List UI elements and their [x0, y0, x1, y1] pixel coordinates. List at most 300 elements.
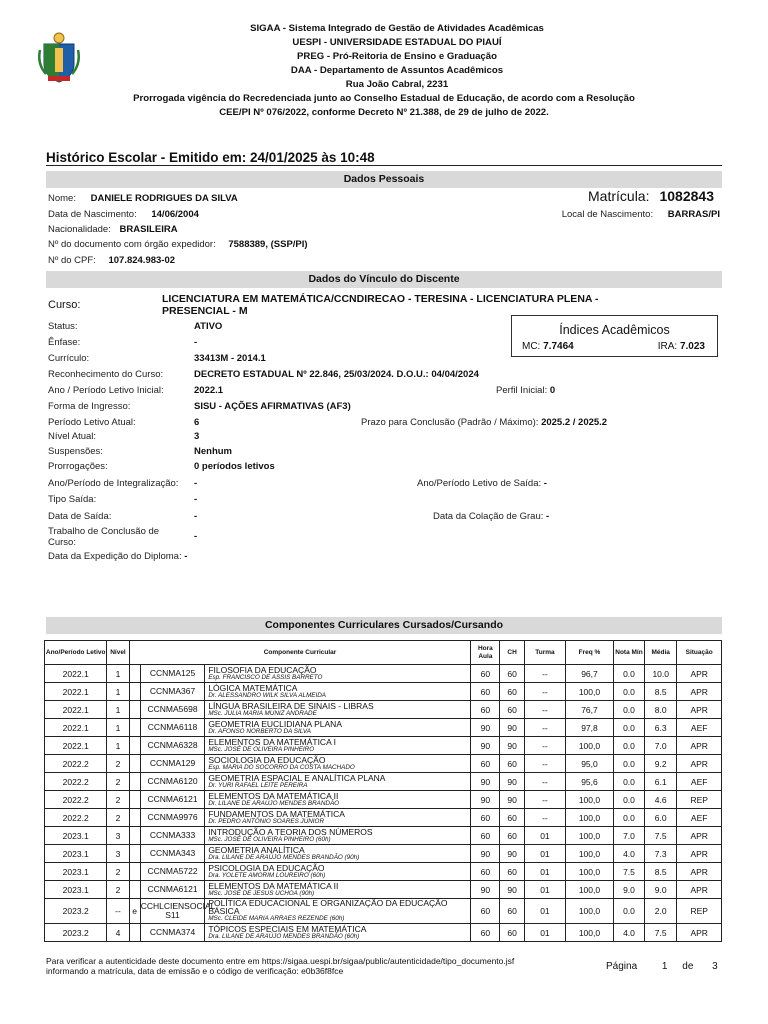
- component-name: ELEMENTOS DA MATEMÁTICA II: [208, 880, 339, 891]
- table-header-row: [45, 641, 722, 665]
- header-line: Rua João Cabral, 2231: [345, 79, 449, 90]
- cell-nota: 0.0: [613, 809, 644, 827]
- title-divider: [46, 165, 722, 166]
- cell-ano: 2023.2: [45, 924, 107, 942]
- cell-codigo: CCNMA6118: [140, 719, 205, 737]
- cell-hora: 60: [471, 863, 500, 881]
- cell-media: 9.0: [645, 881, 677, 899]
- cell-componente: [205, 845, 471, 863]
- cell-turma: 01: [524, 899, 565, 924]
- cell-ano: 2023.1: [45, 881, 107, 899]
- cell-ch: 90: [500, 719, 524, 737]
- cell-freq: 100,0: [566, 899, 614, 924]
- cell-componente: [205, 863, 471, 881]
- documento-label: Nº do documento com órgão expedidor:: [48, 239, 216, 250]
- tcc-label-line: Curso:: [48, 537, 76, 548]
- cell-turma: --: [524, 683, 565, 701]
- colacao-value: -: [546, 511, 550, 522]
- component-name: GEOMETRIA ANALÍTICA: [208, 844, 305, 855]
- enfase-label: Ênfase:: [48, 337, 81, 348]
- status-label: Status:: [48, 321, 78, 332]
- cell-hora: 60: [471, 827, 500, 845]
- professor-name: MSc. JOSÉ DE OLIVEIRA PINHEIRO: [208, 745, 315, 753]
- col-componente-header: Componente Curricular: [129, 641, 471, 665]
- cell-ano: 2022.1: [45, 683, 107, 701]
- integralizacao-value: -: [194, 478, 198, 489]
- data-saida-label: Data de Saída:: [48, 511, 112, 522]
- ano-inicial-value: 2022.1: [194, 385, 224, 396]
- cell-ch: 90: [500, 773, 524, 791]
- cell-nota: 0.0: [613, 665, 644, 683]
- cell-componente: [205, 881, 471, 899]
- cell-mark: [129, 863, 140, 881]
- diploma-value: -: [184, 551, 188, 562]
- header-line: DAA - Departamento de Assuntos Acadêmicos: [290, 65, 504, 76]
- cell-hora: 60: [471, 924, 500, 942]
- cell-ch: 60: [500, 755, 524, 773]
- forma-ingresso-value: SISU - AÇÕES AFIRMATIVAS (AF3): [194, 401, 351, 412]
- cell-nivel: 1: [107, 701, 129, 719]
- professor-name: Esp. MARIA DO SOCORRO DA COSTA MACHADO: [208, 763, 355, 771]
- periodo-atual-value: 6: [194, 417, 200, 428]
- cell-ch: 60: [500, 899, 524, 924]
- cell-media: 4.6: [645, 791, 677, 809]
- ira-label: IRA:: [657, 341, 678, 352]
- cell-hora: 60: [471, 809, 500, 827]
- cell-hora: 90: [471, 791, 500, 809]
- curso-line: LICENCIATURA EM MATEMÁTICA/CCNDIRECAO - TERESINA - LICENCIATURA PLENA -: [162, 293, 599, 305]
- col-situacao-header: Situação: [677, 641, 722, 665]
- cell-componente: [205, 683, 471, 701]
- cell-sit: APR: [677, 924, 722, 942]
- table-row: [45, 827, 722, 845]
- cell-turma: 01: [524, 924, 565, 942]
- col-ch-header: CH: [500, 641, 524, 665]
- cell-codigo: CCNMA9976: [140, 809, 205, 827]
- cell-ano: 2023.1: [45, 863, 107, 881]
- cell-codigo: CCNMA374: [140, 924, 205, 942]
- cell-ano: 2022.2: [45, 791, 107, 809]
- status-value: ATIVO: [194, 321, 223, 332]
- nacionalidade-label: Nacionalidade:: [48, 224, 111, 235]
- cell-mark: [129, 737, 140, 755]
- cell-freq: 100,0: [566, 737, 614, 755]
- cell-componente: [205, 737, 471, 755]
- cell-sit: APR: [677, 701, 722, 719]
- curso-value: [162, 293, 599, 317]
- cell-componente: [205, 809, 471, 827]
- col-nivel-header: Nível: [107, 641, 129, 665]
- prorrogacoes-value: 0 períodos letivos: [194, 461, 275, 472]
- cell-componente: [205, 701, 471, 719]
- professor-name: Dra. LILANE DE ARAÚJO MENDES BRANDÃO (90h): [208, 853, 360, 861]
- verification-line: Para verificar a autenticidade deste documento entre em https://sigaa.uespi.br/sigaa/public/autenticidade/tipo_documento.jsf: [46, 956, 515, 966]
- cell-sit: AEF: [677, 719, 722, 737]
- cell-componente: [205, 791, 471, 809]
- professor-name: Esp. FRANCISCO DE ASSIS BARRETO: [208, 673, 323, 681]
- cell-sit: APR: [677, 881, 722, 899]
- cell-media: 2.0: [645, 899, 677, 924]
- tipo-saida-label: Tipo Saída:: [48, 494, 97, 505]
- professor-name: Dr. YURI RAFAEL LEITE PEREIRA: [208, 781, 308, 789]
- forma-ingresso-label: Forma de Ingresso:: [48, 401, 131, 412]
- curso-label: Curso:: [48, 299, 81, 311]
- cell-sit: APR: [677, 737, 722, 755]
- nome-label: Nome:: [48, 193, 76, 204]
- tcc-value: -: [194, 531, 198, 542]
- cell-nota: 0.0: [613, 899, 644, 924]
- cell-turma: --: [524, 773, 565, 791]
- cell-sit: AEF: [677, 809, 722, 827]
- cell-sit: APR: [677, 665, 722, 683]
- cell-codigo: CCNMA6121: [140, 881, 205, 899]
- cell-nota: 0.0: [613, 719, 644, 737]
- cell-ano: 2022.1: [45, 719, 107, 737]
- cell-nivel: 1: [107, 719, 129, 737]
- cell-sit: REP: [677, 899, 722, 924]
- cell-media: 6.1: [645, 773, 677, 791]
- enfase-value: -: [194, 337, 198, 348]
- cell-codigo: CCNMA367: [140, 683, 205, 701]
- cell-nota: 0.0: [613, 755, 644, 773]
- table-body: [45, 665, 722, 942]
- cell-codigo: CCNMA129: [140, 755, 205, 773]
- cell-freq: 95,0: [566, 755, 614, 773]
- component-name: FILOSOFIA DA EDUCAÇÃO: [208, 664, 317, 675]
- cell-ch: 60: [500, 701, 524, 719]
- cell-nota: 0.0: [613, 773, 644, 791]
- page-title: Histórico Escolar - Emitido em: 24/01/2025 às 10:48: [46, 150, 375, 165]
- componentes-table: [44, 640, 722, 942]
- cell-ch: 90: [500, 881, 524, 899]
- cell-freq: 100,0: [566, 809, 614, 827]
- verification-note: [46, 956, 514, 976]
- nivel-atual-value: 3: [194, 431, 200, 442]
- cell-codigo: CCNMA343: [140, 845, 205, 863]
- cell-ano: 2022.2: [45, 773, 107, 791]
- component-name: GEOMETRIA ESPACIAL E ANALÍTICA PLANA: [208, 772, 386, 783]
- cell-freq: 100,0: [566, 845, 614, 863]
- ira-field: [658, 341, 705, 352]
- component-name: INTRODUÇÃO A TEORIA DOS NÚMEROS: [208, 826, 373, 837]
- cell-turma: --: [524, 737, 565, 755]
- table-row: [45, 755, 722, 773]
- table-row: [45, 773, 722, 791]
- field-prazo-conclusao: [361, 417, 607, 428]
- cell-ch: 60: [500, 683, 524, 701]
- integralizacao-label: Ano/Período de Integralização:: [48, 478, 179, 489]
- table-row: [45, 881, 722, 899]
- professor-name: Dr. PEDRO ANTÔNIO SOARES JÚNIOR: [208, 817, 324, 825]
- professor-name: Dra. LILANE DE ARAÚJO MENDES BRANDÃO (60h): [208, 932, 360, 940]
- table-row: [45, 863, 722, 881]
- cell-media: 6.3: [645, 719, 677, 737]
- cell-ch: 60: [500, 809, 524, 827]
- cell-nivel: 2: [107, 755, 129, 773]
- header-line: PREG - Pró-Reitoria de Ensino e Graduação: [297, 51, 497, 62]
- component-name: LÍNGUA BRASILEIRA DE SINAIS - LIBRAS: [208, 700, 374, 711]
- colacao-label: Data da Colação de Grau:: [433, 511, 544, 522]
- cell-mark: [129, 683, 140, 701]
- curriculo-label: Currículo:: [48, 353, 90, 364]
- component-name: FUNDAMENTOS DA MATEMÁTICA: [208, 808, 345, 819]
- cell-nota: 4.0: [613, 845, 644, 863]
- cell-componente: [205, 773, 471, 791]
- tipo-saida-value: -: [194, 494, 198, 505]
- page-indicator: [606, 961, 718, 972]
- cell-nivel: 2: [107, 773, 129, 791]
- page-label: Página: [606, 961, 638, 972]
- reconhecimento-value: DECRETO ESTADUAL Nº 22.846, 25/03/2024. D.O.U.: 04/04/2024: [194, 369, 479, 380]
- cell-turma: 01: [524, 863, 565, 881]
- cell-freq: 100,0: [566, 924, 614, 942]
- cell-nota: 0.0: [613, 737, 644, 755]
- cell-hora: 90: [471, 845, 500, 863]
- cell-ano: 2023.2: [45, 899, 107, 924]
- curriculo-value: 33413M - 2014.1: [194, 353, 266, 364]
- cpf-label: Nº do CPF:: [48, 255, 96, 266]
- tcc-label-line: Trabalho de Conclusão de: [48, 526, 160, 537]
- cell-ch: 60: [500, 827, 524, 845]
- prazo-value: 2025.2 / 2025.2: [541, 417, 608, 428]
- reconhecimento-label: Reconhecimento do Curso:: [48, 369, 164, 380]
- cell-hora: 60: [471, 665, 500, 683]
- col-media-header: Média: [645, 641, 677, 665]
- cell-hora: 90: [471, 719, 500, 737]
- cell-mark: [129, 845, 140, 863]
- cell-ch: 90: [500, 845, 524, 863]
- cell-nota: 4.0: [613, 924, 644, 942]
- professor-name: Dra. YOLETE AMORIM LOUREIRO (60h): [208, 871, 326, 879]
- component-name: LÓGICA MATEMÁTICA: [208, 682, 298, 693]
- cell-nivel: 3: [107, 827, 129, 845]
- component-name: PSICOLOGIA DA EDUCAÇÃO: [208, 862, 325, 873]
- cell-turma: 01: [524, 881, 565, 899]
- col-freq-header: Freq %: [566, 641, 614, 665]
- cell-nota: 7.0: [613, 827, 644, 845]
- table-row: [45, 737, 722, 755]
- cell-hora: 90: [471, 737, 500, 755]
- nivel-atual-label: Nível Atual:: [48, 431, 97, 442]
- cell-freq: 97,8: [566, 719, 614, 737]
- field-colacao: [433, 511, 549, 522]
- cell-sit: APR: [677, 827, 722, 845]
- cell-sit: APR: [677, 845, 722, 863]
- table-row: [45, 683, 722, 701]
- cell-freq: 100,0: [566, 683, 614, 701]
- field-local-nascimento: [562, 209, 720, 220]
- cell-ano: 2022.1: [45, 737, 107, 755]
- cell-sit: APR: [677, 683, 722, 701]
- cell-media: 6.0: [645, 809, 677, 827]
- cell-nota: 0.0: [613, 701, 644, 719]
- cell-componente: [205, 719, 471, 737]
- component-name: GEOMETRIA EUCLIDIANA PLANA: [208, 718, 342, 729]
- cell-hora: 90: [471, 773, 500, 791]
- field-documento: [48, 239, 308, 250]
- cell-hora: 60: [471, 701, 500, 719]
- cell-hora: 60: [471, 899, 500, 924]
- data-saida-value: -: [194, 511, 198, 522]
- cell-codigo: CCNMA6120: [140, 773, 205, 791]
- cell-hora: 60: [471, 683, 500, 701]
- prazo-label: Prazo para Conclusão (Padrão / Máximo):: [361, 417, 539, 428]
- table-row: [45, 719, 722, 737]
- cell-freq: 95,6: [566, 773, 614, 791]
- cell-freq: 100,0: [566, 827, 614, 845]
- cell-freq: 96,7: [566, 665, 614, 683]
- cell-turma: 01: [524, 845, 565, 863]
- cell-mark: e: [129, 899, 140, 924]
- prorrogacoes-label: Prorrogações:: [48, 461, 108, 472]
- cell-nivel: 1: [107, 737, 129, 755]
- page-of-label: de: [682, 961, 694, 972]
- cell-media: 8.0: [645, 701, 677, 719]
- cell-turma: 01: [524, 827, 565, 845]
- tcc-label: [48, 526, 159, 548]
- documento-value: 7588389, (SSP/PI): [228, 239, 308, 250]
- field-nome: [48, 193, 238, 204]
- col-ano-header: Ano/Período Letivo: [45, 641, 107, 665]
- document-header: [0, 22, 768, 122]
- local-value: BARRAS/PI: [667, 209, 720, 220]
- page-total: 3: [712, 961, 718, 972]
- cell-ano: 2022.2: [45, 809, 107, 827]
- cell-codigo: CCNMA125: [140, 665, 205, 683]
- component-name: ELEMENTOS DA MATEMÁTICA II: [208, 790, 339, 801]
- cell-ch: 60: [500, 665, 524, 683]
- cell-ch: 90: [500, 791, 524, 809]
- cell-nivel: --: [107, 899, 129, 924]
- component-name: TÓPICOS ESPECIAIS EM MATEMÁTICA: [208, 923, 367, 934]
- cell-codigo: CCNMA6328: [140, 737, 205, 755]
- table-row: [45, 924, 722, 942]
- matricula-label: Matrícula:: [588, 188, 650, 204]
- nascimento-value: 14/06/2004: [151, 209, 199, 220]
- mc-label: MC:: [522, 341, 541, 352]
- cell-ano: 2022.2: [45, 755, 107, 773]
- table-row: [45, 899, 722, 924]
- cell-mark: [129, 809, 140, 827]
- field-nacionalidade: [48, 224, 178, 235]
- cell-mark: [129, 701, 140, 719]
- cell-media: 8.5: [645, 683, 677, 701]
- cell-nota: 0.0: [613, 683, 644, 701]
- cell-ch: 60: [500, 863, 524, 881]
- header-line: SIGAA - Sistema Integrado de Gestão de Atividades Acadêmicas: [250, 23, 544, 34]
- cpf-value: 107.824.983-02: [108, 255, 176, 266]
- cell-mark: [129, 773, 140, 791]
- indices-academicos-box: [511, 315, 718, 357]
- cell-nivel: 2: [107, 881, 129, 899]
- section-vinculo-header: Dados do Vínculo do Discente: [46, 271, 722, 288]
- cell-componente: [205, 665, 471, 683]
- cell-media: 10.0: [645, 665, 677, 683]
- table-row: [45, 809, 722, 827]
- cell-nivel: 1: [107, 683, 129, 701]
- professor-name: MSc. JOSÉ DE JESUS UCHOA (90h): [208, 889, 315, 897]
- nacionalidade-value: BRASILEIRA: [119, 224, 178, 235]
- cell-media: 7.5: [645, 924, 677, 942]
- col-hora-header: Hora Aula: [471, 641, 500, 665]
- component-name: ELEMENTOS DA MATEMÁTICA I: [208, 736, 336, 747]
- professor-name: MSc. JOSÉ DE OLIVEIRA PINHEIRO (60h): [208, 835, 331, 843]
- cell-freq: 76,7: [566, 701, 614, 719]
- cell-codigo: CCNMA5698: [140, 701, 205, 719]
- cell-codigo: CCNMA5722: [140, 863, 205, 881]
- cell-componente: [205, 924, 471, 942]
- verification-line: informando a matrícula, data de emissão e o código de verificação: e0b36f8fce: [46, 966, 344, 976]
- field-diploma: [48, 551, 187, 562]
- cell-media: 8.5: [645, 863, 677, 881]
- cell-media: 9.2: [645, 755, 677, 773]
- cell-sit: AEF: [677, 773, 722, 791]
- header-line: UESPI - UNIVERSIDADE ESTADUAL DO PIAUÍ: [292, 37, 502, 48]
- cell-freq: 100,0: [566, 881, 614, 899]
- ano-saida-label: Ano/Período Letivo de Saída:: [417, 478, 542, 489]
- local-label: Local de Nascimento:: [561, 209, 654, 220]
- cell-mark: [129, 881, 140, 899]
- cell-nivel: 2: [107, 791, 129, 809]
- cell-hora: 60: [471, 755, 500, 773]
- suspensoes-value: Nenhum: [194, 446, 232, 457]
- ira-value: 7.023: [679, 341, 705, 352]
- perfil-label: Perfil Inicial:: [496, 385, 548, 396]
- cell-turma: --: [524, 791, 565, 809]
- diploma-label: Data da Expedição do Diploma:: [48, 551, 182, 562]
- table-row: [45, 791, 722, 809]
- section-componentes-header: Componentes Curriculares Cursados/Cursando: [46, 617, 722, 634]
- cell-turma: --: [524, 665, 565, 683]
- perfil-value: 0: [549, 385, 556, 396]
- ano-inicial-label: Ano / Período Letivo Inicial:: [48, 385, 164, 396]
- cell-media: 7.3: [645, 845, 677, 863]
- cell-sit: APR: [677, 863, 722, 881]
- cell-mark: [129, 665, 140, 683]
- header-text: [0, 22, 768, 120]
- cell-nivel: 2: [107, 863, 129, 881]
- table-row: [45, 845, 722, 863]
- cell-nota: 7.5: [613, 863, 644, 881]
- cell-ano: 2023.1: [45, 827, 107, 845]
- cell-componente: [205, 899, 471, 924]
- professor-name: Dr. AFONSO NORBERTO DA SILVA: [208, 727, 311, 735]
- cell-hora: 90: [471, 881, 500, 899]
- col-turma-header: Turma: [524, 641, 565, 665]
- cell-ano: 2023.1: [45, 845, 107, 863]
- curso-line: PRESENCIAL - M: [162, 305, 248, 317]
- cell-ano: 2022.1: [45, 701, 107, 719]
- professor-name: MSc. CLEIDE MARIA ARRAES REZENDE (60h): [208, 915, 345, 922]
- cell-mark: [129, 827, 140, 845]
- table-row: [45, 665, 722, 683]
- component-name: SOCIOLOGIA DA EDUCAÇÃO: [208, 754, 326, 765]
- professor-name: Dr. LILANE DE ARAÚJO MENDES BRANDÃO: [208, 799, 340, 807]
- suspensoes-label: Suspensões:: [48, 446, 103, 457]
- cell-freq: 100,0: [566, 863, 614, 881]
- field-matricula: [588, 188, 714, 204]
- cell-componente: [205, 755, 471, 773]
- cell-turma: --: [524, 755, 565, 773]
- section-personal-header: Dados Pessoais: [46, 171, 722, 188]
- cell-componente: [205, 827, 471, 845]
- cell-nota: 0.0: [613, 791, 644, 809]
- cell-nivel: 1: [107, 665, 129, 683]
- col-nota-header: Nota Mín: [613, 641, 644, 665]
- cell-nota: 9.0: [613, 881, 644, 899]
- cell-turma: --: [524, 701, 565, 719]
- cell-codigo: CCHLCIENSOCIAL S11: [140, 899, 205, 924]
